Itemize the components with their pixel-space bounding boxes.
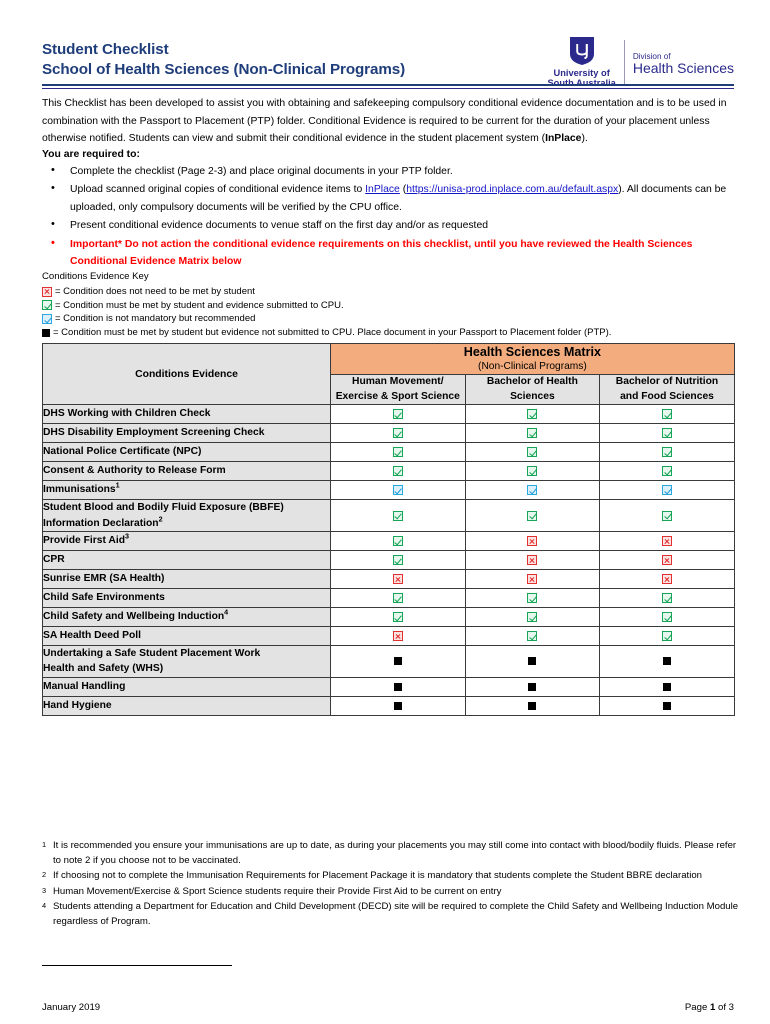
row-label-text: SA Health Deed Poll xyxy=(43,630,142,642)
check-green-icon xyxy=(527,612,537,622)
check-green-icon xyxy=(527,466,537,476)
matrix-cell-inner xyxy=(600,507,734,525)
footnote-1-text: It is recommended you ensure your immunisations are up to date, as during your placements you may still come into contact with blood/bodily fluids. Please refer to note 2 if you choose not to be vaccinated. xyxy=(53,840,737,867)
matrix-cell-inner xyxy=(466,462,600,480)
matrix-cell-inner xyxy=(331,443,465,461)
square-black-icon xyxy=(663,702,671,710)
matrix-cell xyxy=(600,570,735,589)
matrix-cell xyxy=(600,462,735,481)
row-label-cell xyxy=(43,405,331,424)
key-label-x-red: = Condition does not need to be met by student xyxy=(55,286,255,297)
row-label-cell xyxy=(43,462,331,481)
matrix-cell xyxy=(331,589,466,608)
key-item-check-blue xyxy=(42,312,742,326)
column-header-health-sciences-l1: Bachelor of Health xyxy=(486,376,578,387)
check-green-icon xyxy=(662,466,672,476)
matrix-cell-inner xyxy=(600,462,734,480)
table-body xyxy=(43,405,735,716)
footnote-4-marker: 4 xyxy=(42,900,47,910)
matrix-cell xyxy=(465,608,600,627)
matrix-cell xyxy=(600,646,735,678)
matrix-cell-inner xyxy=(466,697,600,715)
footer-page-prefix: Page xyxy=(684,1002,710,1013)
matrix-cell xyxy=(331,551,466,570)
matrix-cell xyxy=(600,696,735,715)
row-label-text: Manual Handling xyxy=(43,681,126,693)
matrix-cell xyxy=(465,405,600,424)
row-label-text: Consent & Authority to Release Form xyxy=(43,465,226,477)
matrix-cell-inner xyxy=(331,551,465,569)
matrix-cell-inner xyxy=(600,570,734,588)
row-label-cell xyxy=(43,677,331,696)
matrix-cell xyxy=(465,551,600,570)
row-label-cell xyxy=(43,696,331,715)
table-row xyxy=(43,627,735,646)
matrix-cell xyxy=(600,424,735,443)
square-black-icon xyxy=(394,702,402,710)
matrix-cell xyxy=(331,481,466,500)
matrix-cell xyxy=(465,696,600,715)
matrix-cell-inner xyxy=(331,462,465,480)
matrix-cell xyxy=(600,627,735,646)
matrix-cell xyxy=(465,627,600,646)
matrix-cell xyxy=(465,424,600,443)
inplace-url-link[interactable]: https://unisa-prod.inplace.com.au/default.aspx xyxy=(406,184,619,196)
footnote-ref: 4 xyxy=(224,607,229,617)
matrix-cell-inner xyxy=(600,589,734,607)
row-label-text: Immunisations$^1$ xyxy=(43,481,120,496)
matrix-cell-inner xyxy=(600,678,734,696)
column-header-health-sciences xyxy=(465,375,600,405)
matrix-cell xyxy=(331,696,466,715)
matrix-cell xyxy=(600,608,735,627)
row-label-text: Provide First Aid$^3$ xyxy=(43,531,130,547)
footnotes-section xyxy=(42,838,742,929)
footnote-2 xyxy=(42,868,742,883)
row-label-text: Sunrise EMR (SA Health) xyxy=(43,573,165,585)
matrix-cell-inner xyxy=(466,608,600,626)
university-name-line1: University of xyxy=(553,67,610,78)
row-label-text: Hand Hygiene xyxy=(43,700,112,712)
matrix-cell-inner xyxy=(600,481,734,499)
check-blue-icon xyxy=(527,485,537,495)
matrix-banner-subtitle: (Non-Clinical Programs) xyxy=(478,361,587,372)
matrix-cell xyxy=(465,677,600,696)
list-item xyxy=(42,181,742,216)
matrix-banner-title: Health Sciences Matrix xyxy=(463,345,601,359)
footnote-1 xyxy=(42,838,742,868)
matrix-cell xyxy=(465,462,600,481)
title-block xyxy=(42,40,405,80)
matrix-cell-inner xyxy=(466,652,600,670)
unisa-logo xyxy=(547,34,734,90)
bullet-text-2-mid: ( xyxy=(399,184,407,196)
footer-separator-rule xyxy=(42,965,232,966)
matrix-cell xyxy=(331,532,466,551)
table-row xyxy=(43,677,735,696)
row-label-cell xyxy=(43,570,331,589)
page-title-line1: Student Checklist xyxy=(42,41,169,58)
footer-page-value: 1 xyxy=(709,1002,716,1013)
matrix-cell xyxy=(600,405,735,424)
matrix-cell xyxy=(600,481,735,500)
table-head xyxy=(43,344,735,405)
column-header-nutrition-food-l1: Bachelor of Nutrition xyxy=(615,376,719,387)
check-green-icon xyxy=(662,409,672,419)
matrix-cell-inner xyxy=(466,424,600,442)
footer-page-number xyxy=(685,1002,734,1013)
matrix-cell-inner xyxy=(600,608,734,626)
table-row xyxy=(43,608,735,627)
row-label-cell xyxy=(43,532,331,551)
row-label-text-line2: Health and Safety (WHS) xyxy=(43,663,164,675)
column-header-nutrition-food xyxy=(600,375,735,405)
table-row xyxy=(43,551,735,570)
column-header-human-movement xyxy=(331,375,466,405)
matrix-cell-inner xyxy=(600,627,734,645)
table-row xyxy=(43,696,735,715)
row-label-cell xyxy=(43,646,331,678)
key-label-check-green: = Condition must be met by student and evidence submitted to CPU. xyxy=(55,299,344,311)
key-label-square-black: = Condition must be met by student but evidence not submitted to CPU. Place document in your Passport to Placement folder (PTP). xyxy=(53,326,612,338)
square-black-icon xyxy=(42,329,50,337)
conditions-evidence-header-label: Conditions Evidence xyxy=(135,368,238,380)
row-label-cell xyxy=(43,589,331,608)
footnote-ref: 3 xyxy=(125,531,130,541)
bullet-text-4-important: Important* Do not action the conditional evidence requirements on this checklist, until you have reviewed the Health Sciences Conditional Evidence Matrix below xyxy=(70,238,693,268)
matrix-cell xyxy=(331,424,466,443)
list-item xyxy=(42,163,742,180)
check-blue-icon xyxy=(662,485,672,495)
matrix-cell-inner xyxy=(600,652,734,670)
check-green-icon xyxy=(662,447,672,457)
check-green-icon xyxy=(527,631,537,641)
matrix-cell-inner xyxy=(331,424,465,442)
matrix-cell-inner xyxy=(331,627,465,645)
matrix-banner xyxy=(331,344,735,375)
list-item xyxy=(42,217,742,234)
intro-paragraph xyxy=(42,95,738,148)
footnote-ref: 2 xyxy=(158,514,163,524)
check-green-icon xyxy=(393,511,403,521)
matrix-cell xyxy=(600,532,735,551)
matrix-cell xyxy=(600,677,735,696)
matrix-cell xyxy=(465,443,600,462)
row-label-text: Child Safety and Wellbeing Induction$^4$ xyxy=(43,607,229,623)
row-label-text: DHS Working with Children Check xyxy=(43,408,211,420)
matrix-cell xyxy=(600,500,735,532)
matrix-cell xyxy=(465,589,600,608)
division-logo-right xyxy=(633,48,734,76)
matrix-cell-inner xyxy=(600,405,734,423)
matrix-cell xyxy=(331,677,466,696)
check-green-icon xyxy=(527,409,537,419)
table-row xyxy=(43,462,735,481)
intro-text-part2: ). xyxy=(581,133,588,145)
matrix-cell xyxy=(465,481,600,500)
table-row xyxy=(43,424,735,443)
x-red-icon xyxy=(662,574,672,584)
matrix-cell-inner xyxy=(466,481,600,499)
matrix-cell-inner xyxy=(331,532,465,550)
row-label-cell xyxy=(43,481,331,500)
table-row xyxy=(43,589,735,608)
requirements-list xyxy=(42,163,742,271)
matrix-cell xyxy=(331,500,466,532)
column-header-human-movement-l2: Exercise & Sport Science xyxy=(335,390,460,402)
footer-date: January 2019 xyxy=(42,1002,101,1013)
table-row xyxy=(43,532,735,551)
column-header-human-movement-l1: Human Movement/ xyxy=(352,376,444,387)
footnote-2-marker: 2 xyxy=(42,870,47,880)
check-green-icon xyxy=(527,428,537,438)
check-green-icon xyxy=(527,511,537,521)
intro-text-part1: This Checklist has been developed to assist you with obtaining and safekeeping compulsory conditional evidence documentation and is to be used in combination with the Passport to Placement (PTP) folder. Conditional Evidence is required to be current for the duration of your placement unless otherwise notified. Students can view and submit their conditional evidence in the student placement system ( xyxy=(42,98,727,145)
check-blue-icon xyxy=(393,485,403,495)
table-row xyxy=(43,443,735,462)
row-label-cell xyxy=(43,608,331,627)
matrix-cell-inner xyxy=(466,532,600,550)
x-red-icon xyxy=(527,574,537,584)
footnote-2-text: If choosing not to complete the Immunisation Requirements for Placement Package it is mandatory that students complete the Student BBRE declaration xyxy=(53,870,702,882)
row-label-cell xyxy=(43,424,331,443)
matrix-cell-inner xyxy=(466,405,600,423)
check-green-icon xyxy=(393,612,403,622)
matrix-cell xyxy=(600,551,735,570)
matrix-cell-inner xyxy=(600,443,734,461)
row-label-text: Undertaking a Safe Student Placement Work xyxy=(43,648,261,659)
check-green-icon xyxy=(393,428,403,438)
conditions-evidence-key xyxy=(42,270,742,339)
square-black-icon xyxy=(528,683,536,691)
square-black-icon xyxy=(663,683,671,691)
matrix-cell xyxy=(465,532,600,551)
square-black-icon xyxy=(663,657,671,665)
matrix-cell-inner xyxy=(466,507,600,525)
column-header-nutrition-food-l2: and Food Sciences xyxy=(620,390,714,402)
matrix-cell-inner xyxy=(466,570,600,588)
check-green-icon xyxy=(527,593,537,603)
matrix-cell xyxy=(331,405,466,424)
intro-inplace-bold: InPlace xyxy=(545,133,582,145)
bullet-text-3: Present conditional evidence documents to venue staff on the first day and/or as requested xyxy=(70,220,489,232)
matrix-cell xyxy=(465,500,600,532)
table-banner-row xyxy=(43,344,735,375)
check-blue-icon xyxy=(42,314,52,324)
header-divider-rule xyxy=(42,84,734,89)
x-red-icon xyxy=(662,536,672,546)
footnote-ref: 1 xyxy=(115,481,120,491)
division-name: Health Sciences xyxy=(632,60,734,76)
conditions-evidence-header xyxy=(43,344,331,405)
check-green-icon xyxy=(393,447,403,457)
matrix-cell-inner xyxy=(600,424,734,442)
university-logo-left xyxy=(547,36,623,89)
list-item-important xyxy=(42,236,742,271)
x-red-icon xyxy=(527,555,537,565)
university-name-line2: South Australia xyxy=(547,78,616,88)
bullet-text-2-prefix: Upload scanned original copies of conditional evidence items to xyxy=(70,184,366,196)
square-black-icon xyxy=(528,657,536,665)
check-green-icon xyxy=(662,511,672,521)
inplace-link[interactable]: InPlace xyxy=(365,184,400,196)
matrix-cell xyxy=(465,570,600,589)
x-red-icon xyxy=(393,631,403,641)
page-footer xyxy=(42,1002,734,1013)
check-green-icon xyxy=(393,593,403,603)
check-green-icon xyxy=(393,555,403,565)
key-item-square-black xyxy=(42,326,742,340)
matrix-cell-inner xyxy=(331,570,465,588)
check-green-icon xyxy=(393,536,403,546)
check-green-icon xyxy=(393,466,403,476)
row-label-cell xyxy=(43,500,331,532)
check-green-icon xyxy=(662,612,672,622)
matrix-cell-inner xyxy=(600,697,734,715)
matrix-cell xyxy=(331,443,466,462)
matrix-cell-inner xyxy=(466,678,600,696)
key-label-check-blue: = Condition is not mandatory but recommended xyxy=(55,313,256,325)
matrix-cell xyxy=(331,627,466,646)
row-label-text: CPR xyxy=(43,554,65,566)
x-red-icon xyxy=(527,536,537,546)
footnote-4-text: Students attending a Department for Education and Child Development (DECD) site will be required to complete the Child Safety and Wellbeing Induction Module regardless of Program. xyxy=(53,900,739,928)
matrix-cell xyxy=(465,646,600,678)
table-row xyxy=(43,405,735,424)
matrix-cell xyxy=(331,608,466,627)
check-green-icon xyxy=(662,428,672,438)
row-label-cell xyxy=(43,443,331,462)
check-green-icon xyxy=(393,409,403,419)
column-header-health-sciences-l2: Sciences xyxy=(510,390,555,402)
x-red-icon xyxy=(393,574,403,584)
footnote-3-text: Human Movement/Exercise & Sport Science students require their Provide First Aid to be current on entry xyxy=(53,885,502,897)
matrix-cell-inner xyxy=(331,507,465,525)
footnote-4 xyxy=(42,899,742,929)
row-label-text: National Police Certificate (NPC) xyxy=(43,446,202,458)
matrix-cell-inner xyxy=(331,697,465,715)
row-label-cell xyxy=(43,551,331,570)
matrix-cell-inner xyxy=(466,443,600,461)
matrix-cell xyxy=(331,462,466,481)
row-label-cell xyxy=(43,627,331,646)
square-black-icon xyxy=(394,683,402,691)
square-black-icon xyxy=(394,657,402,665)
footnote-1-marker: 1 xyxy=(42,840,47,849)
matrix-cell-inner xyxy=(466,589,600,607)
page-title-line2: School of Health Sciences (Non-Clinical Programs) xyxy=(42,61,406,78)
check-green-icon xyxy=(662,631,672,641)
matrix-cell-inner xyxy=(466,627,600,645)
row-label-text: DHS Disability Employment Screening Check xyxy=(43,427,265,439)
square-black-icon xyxy=(528,702,536,710)
matrix-cell xyxy=(600,443,735,462)
row-label-text: Child Safe Environments xyxy=(43,592,165,604)
matrix-cell xyxy=(331,570,466,589)
key-item-x-red xyxy=(42,285,742,299)
logo-divider xyxy=(624,40,625,84)
check-green-icon xyxy=(527,447,537,457)
key-title: Conditions Evidence Key xyxy=(42,271,149,282)
check-green-icon xyxy=(662,593,672,603)
check-green-icon xyxy=(42,300,52,310)
unisa-shield-icon xyxy=(569,36,595,66)
key-item-check-green xyxy=(42,299,742,313)
matrix-cell-inner xyxy=(600,551,734,569)
table-row xyxy=(43,481,735,500)
matrix-cell xyxy=(331,646,466,678)
matrix-cell-inner xyxy=(331,589,465,607)
matrix-cell-inner xyxy=(331,481,465,499)
matrix-cell xyxy=(600,589,735,608)
health-sciences-matrix-table xyxy=(42,343,735,716)
table-row xyxy=(43,570,735,589)
x-red-icon xyxy=(662,555,672,565)
table-row xyxy=(43,500,735,532)
matrix-cell-inner xyxy=(331,405,465,423)
bullet-text-2-suffix: ). All documents can be uploaded, only compulsory documents will be verified by the CPU office. xyxy=(70,184,727,213)
matrix-cell-inner xyxy=(331,678,465,696)
division-label: Division of xyxy=(632,52,671,61)
bullet-text-1: Complete the checklist (Page 2-3) and place original documents in your PTP folder. xyxy=(70,166,453,177)
matrix-cell-inner xyxy=(466,551,600,569)
matrix-cell-inner xyxy=(331,652,465,670)
footnote-3-marker: 3 xyxy=(42,885,47,895)
footnote-3 xyxy=(42,884,742,899)
row-label-text-line2: Information Declaration$^2$ xyxy=(43,514,163,529)
x-red-icon xyxy=(42,287,52,297)
footer-page-suffix: of 3 xyxy=(715,1002,734,1013)
matrix-cell-inner xyxy=(600,532,734,550)
matrix-cell-inner xyxy=(331,608,465,626)
table-row xyxy=(43,646,735,678)
row-label-text: Student Blood and Bodily Fluid Exposure (BBFE) xyxy=(43,502,284,514)
required-heading: You are required to: xyxy=(42,149,140,160)
